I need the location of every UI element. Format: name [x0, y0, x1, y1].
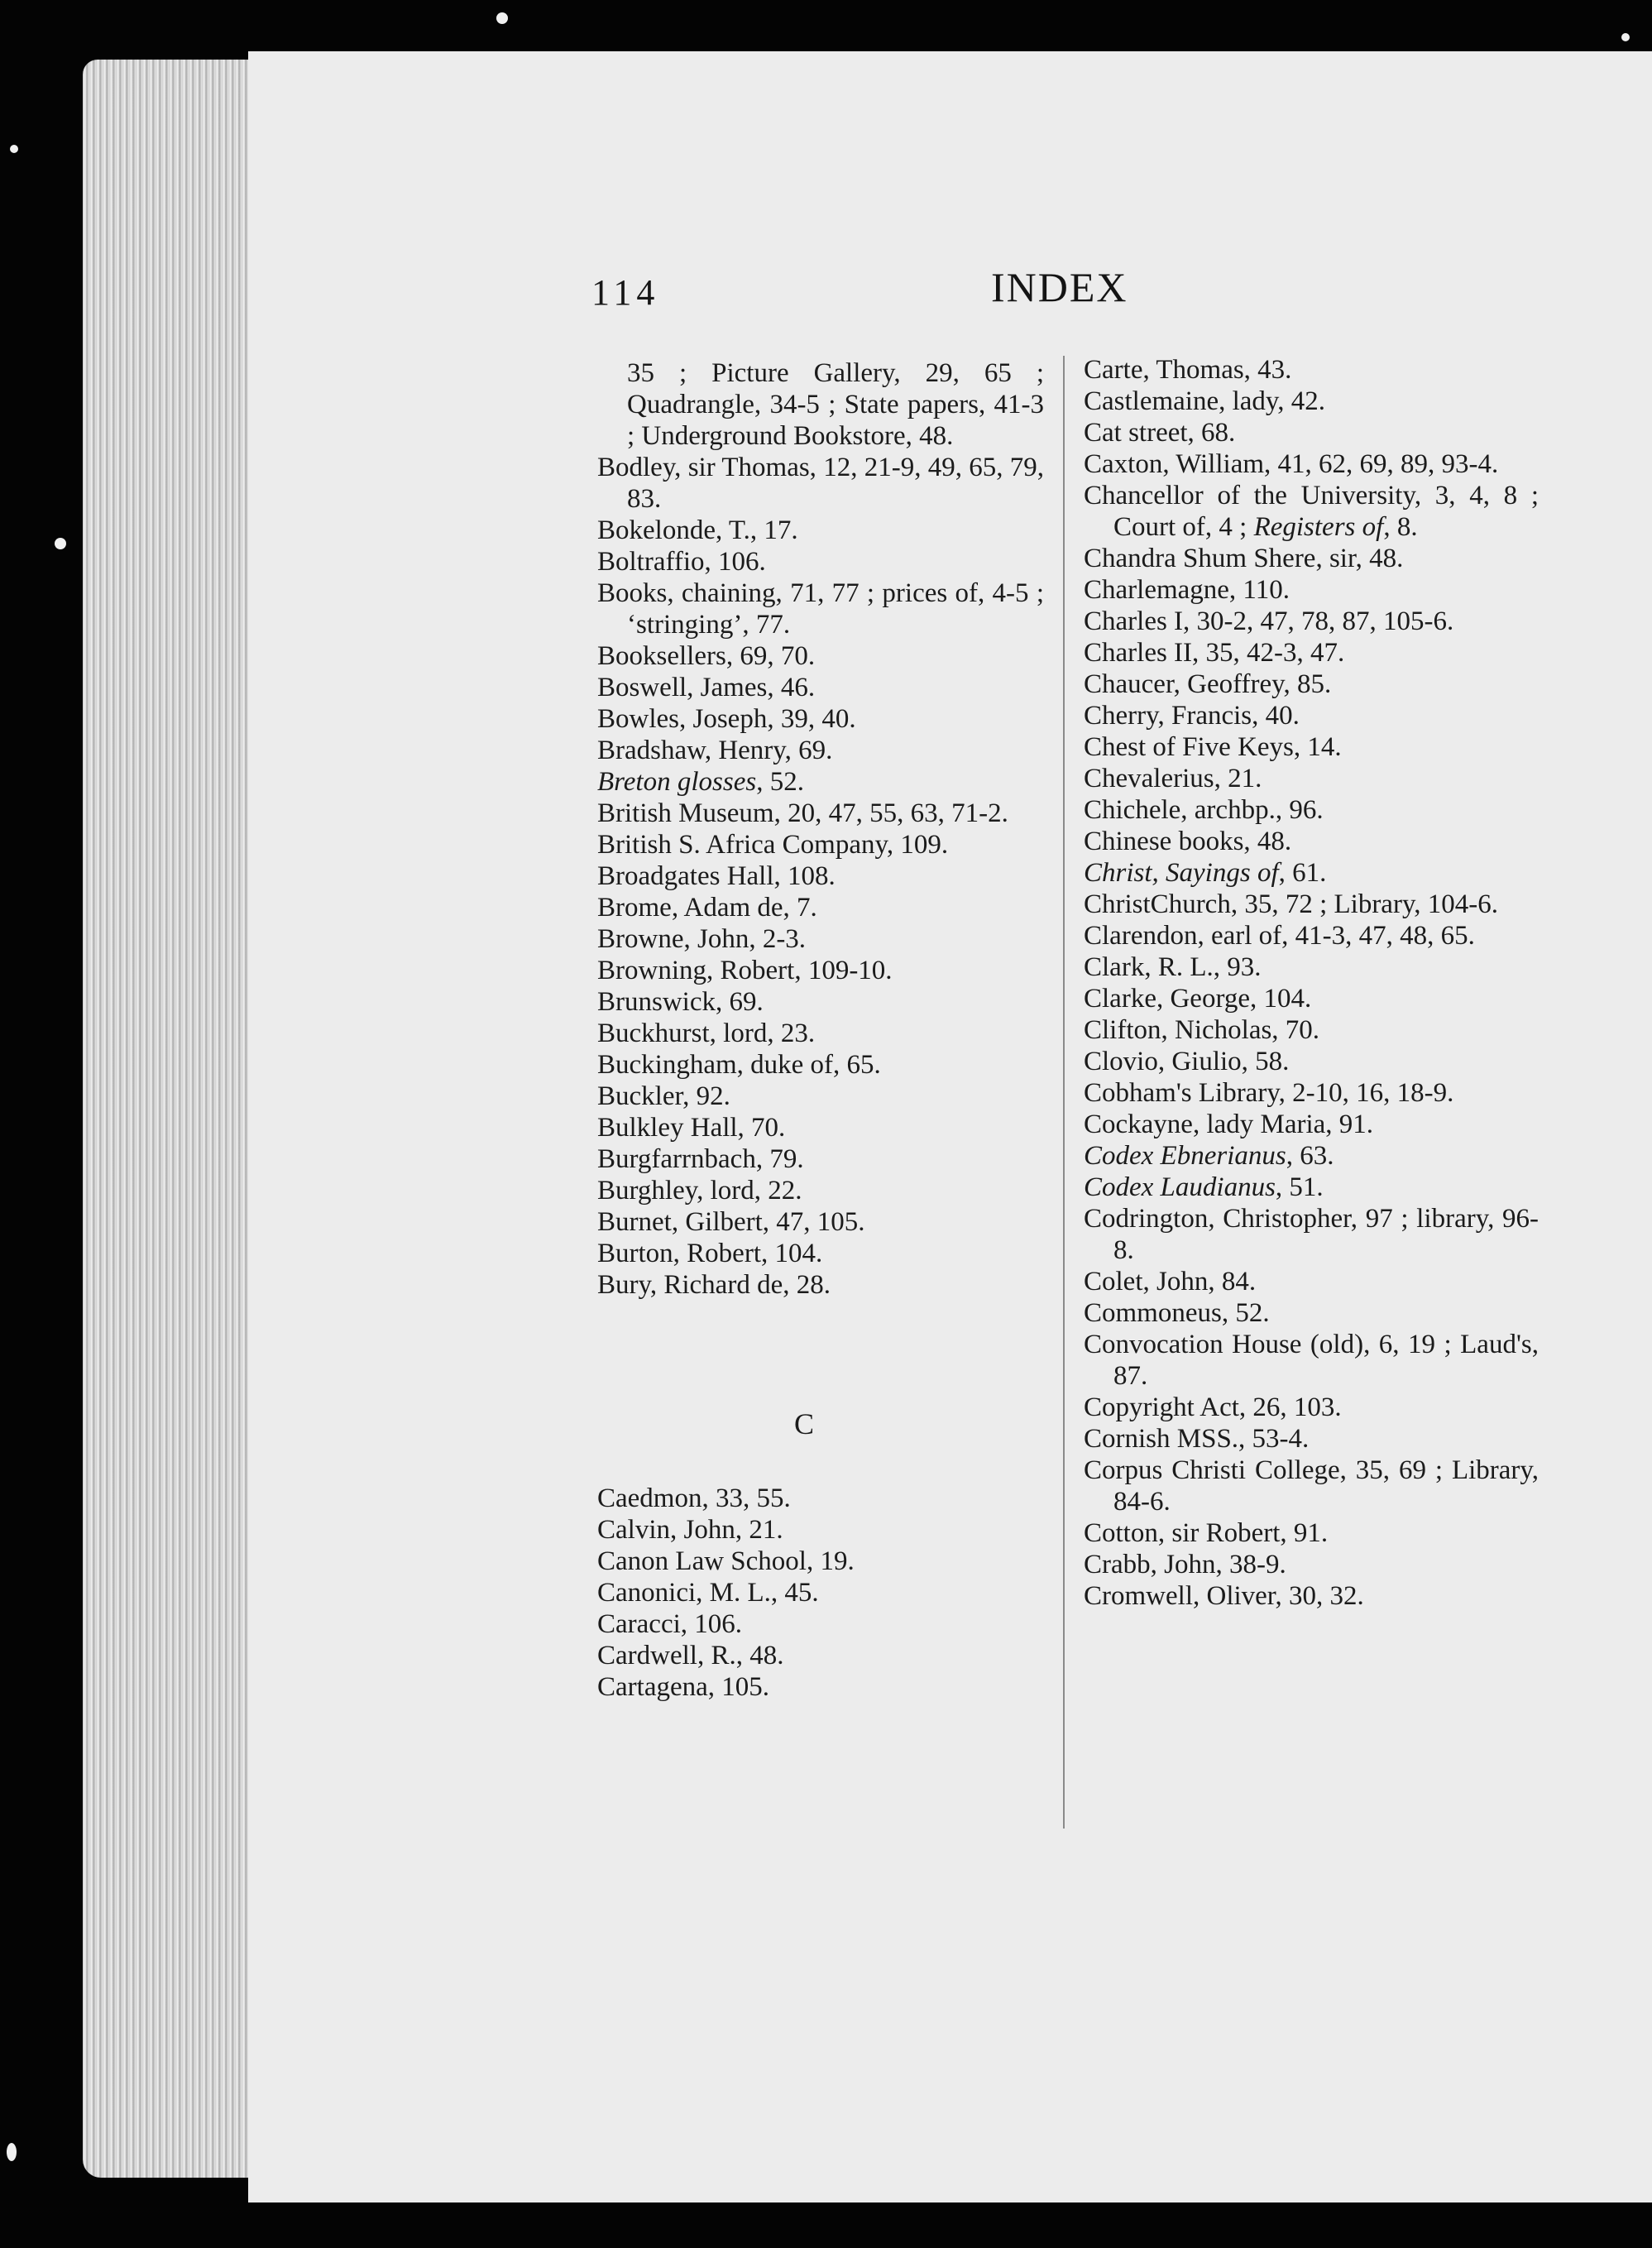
- dust-speck: [496, 12, 508, 24]
- column-divider: [1063, 356, 1065, 1829]
- index-entry: Chancellor of the University, 3, 4, 8 ; Court of, 4 ; Registers of, 8.: [1084, 481, 1539, 542]
- index-entry: Canon Law School, 19.: [597, 1546, 855, 1576]
- index-entry: Bury, Richard de, 28.: [597, 1270, 831, 1300]
- index-entry: Buckingham, duke of, 65.: [597, 1050, 881, 1080]
- dust-speck: [10, 145, 18, 153]
- index-entry: Brome, Adam de, 7.: [597, 893, 817, 923]
- index-entry: Cartagena, 105.: [597, 1672, 770, 1702]
- dust-speck: [7, 2143, 17, 2161]
- index-entry-italic: Breton glosses: [597, 767, 757, 797]
- index-entry: Charlemagne, 110.: [1084, 575, 1290, 605]
- dust-speck: [1621, 33, 1630, 41]
- index-entry: Castlemaine, lady, 42.: [1084, 386, 1326, 416]
- index-entry: Chest of Five Keys, 14.: [1084, 732, 1342, 762]
- index-entry: Calvin, John, 21.: [597, 1515, 783, 1545]
- index-entry: Buckhurst, lord, 23.: [597, 1019, 816, 1048]
- index-entry: Cornish MSS., 53-4.: [1084, 1424, 1310, 1454]
- index-entry: ChristChurch, 35, 72 ; Library, 104-6.: [1084, 889, 1499, 919]
- index-entry: Burton, Robert, 104.: [597, 1239, 823, 1268]
- index-entry: Caxton, William, 41, 62, 69, 89, 93-4.: [1084, 449, 1499, 479]
- index-entry: Chaucer, Geoffrey, 85.: [1084, 669, 1332, 699]
- index-entry: Bradshaw, Henry, 69.: [597, 736, 833, 765]
- index-entry-italic: Codex Laudianus: [1084, 1172, 1276, 1202]
- index-entry: Buckler, 92.: [597, 1081, 730, 1111]
- index-entry: Burghley, lord, 22.: [597, 1176, 802, 1205]
- index-entry: Broadgates Hall, 108.: [597, 861, 836, 891]
- index-entry: Boltraffio, 106.: [597, 547, 766, 577]
- index-entry: Bokelonde, T., 17.: [597, 515, 798, 545]
- index-entry: Cherry, Francis, 40.: [1084, 701, 1300, 731]
- index-entry: Caedmon, 33, 55.: [597, 1483, 791, 1513]
- index-column-left: [597, 357, 1044, 1703]
- index-entry: Cotton, sir Robert, 91.: [1084, 1518, 1329, 1548]
- index-entry: Colet, John, 84.: [1084, 1267, 1257, 1297]
- index-entry: Browning, Robert, 109-10.: [597, 956, 893, 985]
- index-entry: Cardwell, R., 48.: [597, 1641, 784, 1670]
- index-entry-italic: Christ, Sayings of: [1084, 858, 1279, 888]
- index-entry: Burgfarrnbach, 79.: [597, 1144, 804, 1174]
- index-entry: British Museum, 20, 47, 55, 63, 71-2.: [597, 798, 1008, 828]
- index-entry: Burnet, Gilbert, 47, 105.: [597, 1207, 865, 1237]
- index-entry-italic: Codex Ebnerianus: [1084, 1141, 1286, 1171]
- index-entry: Codex Ebnerianus, 63.: [1084, 1141, 1334, 1171]
- index-entry: Cobham's Library, 2-10, 16, 18-9.: [1084, 1078, 1454, 1108]
- index-entry: Clark, R. L., 93.: [1084, 952, 1262, 982]
- index-column-right: [1084, 354, 1539, 1612]
- index-entry: Bowles, Joseph, 39, 40.: [597, 704, 856, 734]
- index-entry: Copyright Act, 26, 103.: [1084, 1392, 1342, 1422]
- dust-speck: [55, 538, 66, 549]
- index-entry: 35 ; Picture Gallery, 29, 65 ; Quadrangle, 34-5 ; State papers, 41-3 ; Underground Bookstore, 48.: [627, 358, 1044, 451]
- page-title: INDEX: [991, 264, 1128, 310]
- index-entry: Commoneus, 52.: [1084, 1298, 1270, 1328]
- page-number: 114: [591, 272, 660, 313]
- index-entry: Charles II, 35, 42-3, 47.: [1084, 638, 1345, 668]
- index-entry: Christ, Sayings of, 61.: [1084, 858, 1327, 888]
- index-entry-italic: Registers of: [1253, 512, 1384, 542]
- index-entry: Clarendon, earl of, 41-3, 47, 48, 65.: [1084, 921, 1475, 951]
- index-entry: Boswell, James, 46.: [597, 673, 816, 702]
- index-entry: Chinese books, 48.: [1084, 827, 1292, 856]
- index-entry: Corpus Christi College, 35, 69 ; Library, 84-6.: [1084, 1455, 1539, 1517]
- index-entry: Codrington, Christopher, 97 ; library, 96-8.: [1084, 1204, 1539, 1265]
- index-entry: Caracci, 106.: [597, 1609, 743, 1639]
- index-entry: Chichele, archbp., 96.: [1084, 795, 1324, 825]
- index-entry: Clovio, Giulio, 58.: [1084, 1047, 1290, 1076]
- index-entry: Breton glosses, 52.: [597, 767, 804, 797]
- section-heading-letter: C: [793, 1407, 814, 1440]
- index-entry: Canonici, M. L., 45.: [597, 1578, 819, 1608]
- index-entry: Clifton, Nicholas, 70.: [1084, 1015, 1320, 1045]
- index-entry: Booksellers, 69, 70.: [597, 641, 816, 671]
- index-entry: Bodley, sir Thomas, 12, 21-9, 49, 65, 79, 83.: [597, 453, 1044, 514]
- index-entry: Clarke, George, 104.: [1084, 984, 1312, 1014]
- index-entry: Crabb, John, 38-9.: [1084, 1550, 1286, 1579]
- index-entry: Cromwell, Oliver, 30, 32.: [1084, 1581, 1364, 1611]
- index-entry: Books, chaining, 71, 77 ; prices of, 4-5 ; ‘stringing’, 77.: [597, 578, 1044, 640]
- index-entry: Cat street, 68.: [1084, 418, 1236, 448]
- index-entry: Chevalerius, 21.: [1084, 764, 1262, 793]
- index-entry: British S. Africa Company, 109.: [597, 830, 949, 860]
- index-entry: Chandra Shum Shere, sir, 48.: [1084, 544, 1404, 573]
- index-entry: Bulkley Hall, 70.: [597, 1113, 786, 1143]
- index-entry: Codex Laudianus, 51.: [1084, 1172, 1324, 1202]
- index-entry: Convocation House (old), 6, 19 ; Laud's, 87.: [1084, 1330, 1539, 1391]
- index-entry: Browne, John, 2-3.: [597, 924, 807, 954]
- index-entry: Brunswick, 69.: [597, 987, 764, 1017]
- index-entry: Carte, Thomas, 43.: [1084, 355, 1292, 385]
- index-entry: Charles I, 30-2, 47, 78, 87, 105-6.: [1084, 606, 1454, 636]
- index-entry: Cockayne, lady Maria, 91.: [1084, 1110, 1374, 1139]
- book-page-edges: [83, 60, 261, 2178]
